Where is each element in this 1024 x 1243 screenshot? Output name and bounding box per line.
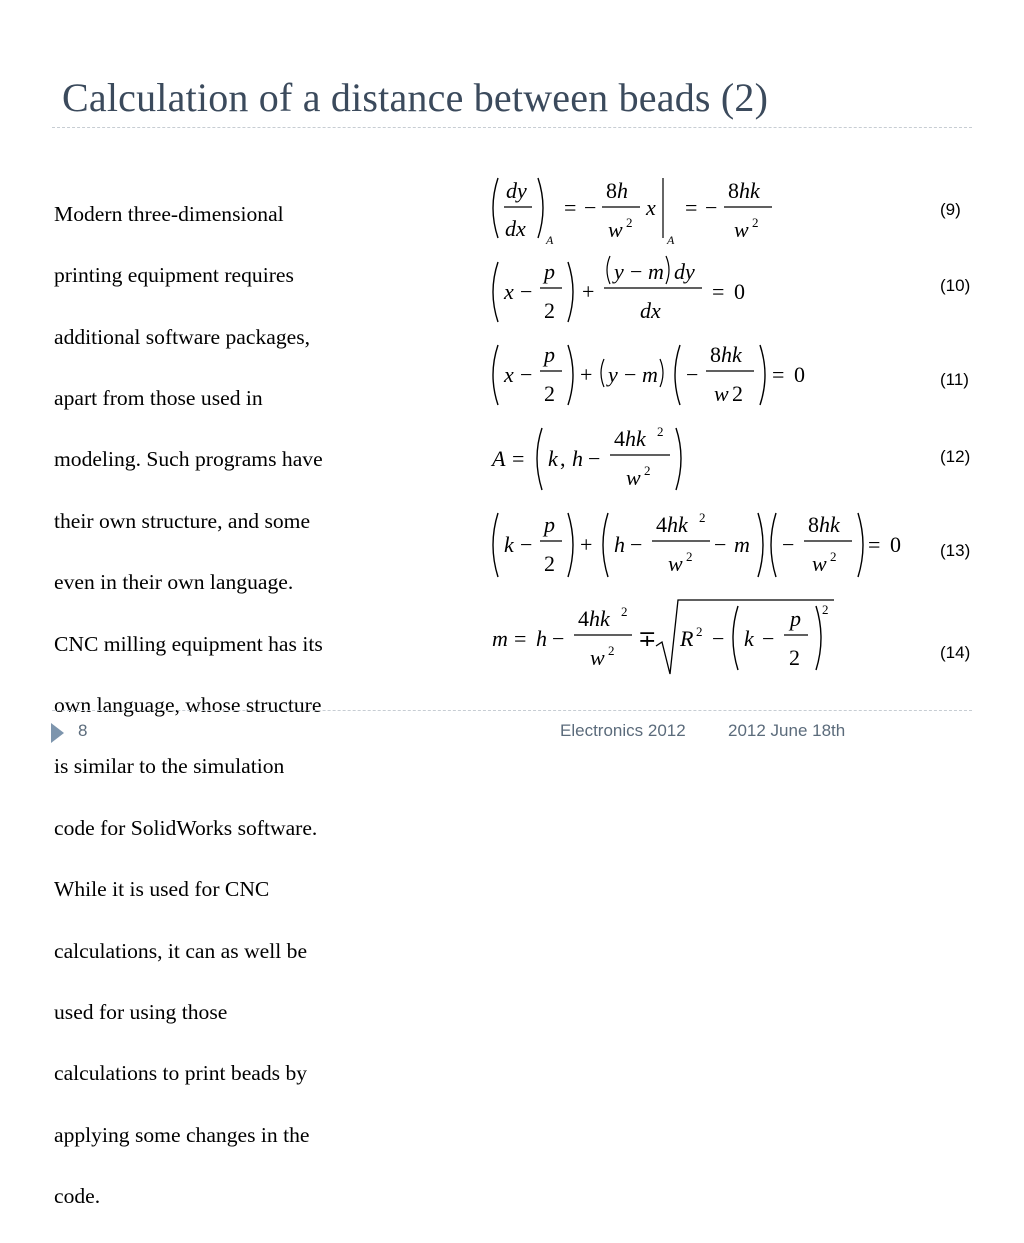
svg-text:2: 2 [699,510,706,525]
svg-text:−: − [584,195,597,220]
svg-text:w: w [734,217,749,242]
svg-text:h: h [614,532,625,557]
svg-text:−: − [520,279,533,304]
svg-text:=: = [512,446,525,471]
svg-text:2: 2 [732,381,743,406]
svg-text:=: = [514,626,527,651]
body-line: is similar to the simulation [54,754,285,779]
svg-text:=: = [685,195,698,220]
body-line: own language, whose structure [54,692,322,717]
svg-text:8hk: 8hk [710,342,742,367]
svg-text:0: 0 [734,279,745,304]
svg-text:y: y [608,362,618,387]
equation-number: (13) [940,541,971,560]
page-number: 8 [78,721,88,740]
equation-number: (11) [940,370,969,389]
svg-text:m: m [642,362,658,387]
body-line: additional software packages, [54,324,311,349]
svg-text:m: m [492,626,508,651]
svg-text:p: p [544,342,555,367]
body-line: code. [54,1184,101,1209]
svg-text:−: − [588,446,601,471]
svg-text:R: R [680,626,694,651]
svg-text:m: m [648,259,664,284]
equation-number: (10) [940,276,971,295]
svg-text:8h: 8h [606,178,628,203]
body-line: While it is used for CNC [54,877,270,902]
body-line: calculations, it can as well be [54,938,308,963]
svg-text:2: 2 [686,549,693,564]
body-line: even in their own language. [54,570,294,595]
svg-text:−: − [552,626,565,651]
svg-text:2: 2 [621,604,628,619]
svg-text:w: w [590,645,605,670]
svg-text:w: w [714,381,729,406]
svg-text:dx: dx [505,216,526,241]
body-paragraph [54,168,454,1243]
body-line: calculations to print beads by [54,1061,308,1086]
svg-text:−: − [762,626,775,651]
svg-text:w: w [608,217,623,242]
svg-text:4hk: 4hk [578,606,610,631]
body-line: apart from those used in [54,385,263,410]
svg-text:=: = [772,362,785,387]
equation-13 [493,510,901,577]
body-line: CNC milling equipment has its [54,631,323,656]
svg-text:A: A [492,446,506,471]
body-line: their own structure, and some [54,508,311,533]
svg-text:x: x [504,279,514,304]
title-divider [52,127,972,128]
svg-text:dy: dy [674,259,695,284]
footer-divider [52,710,972,711]
svg-text:p: p [544,512,555,537]
svg-text:8hk: 8hk [728,178,760,203]
svg-text:−: − [686,362,699,387]
svg-text:k: k [744,626,754,651]
svg-text:−: − [712,626,725,651]
svg-text:y: y [614,259,624,284]
svg-text:−: − [624,362,637,387]
svg-text:dx: dx [640,298,661,323]
svg-text:=: = [564,195,577,220]
svg-text:4hk: 4hk [614,426,646,451]
svg-text:k: k [504,532,514,557]
body-line: used for using those [54,999,228,1024]
svg-text:8hk: 8hk [808,512,840,537]
svg-text:2: 2 [644,463,651,478]
svg-text:p: p [790,606,801,631]
svg-text:+: + [580,532,593,557]
equation-11 [493,342,805,406]
svg-text:h: h [572,446,583,471]
svg-text:A: A [546,233,554,247]
svg-text:0: 0 [794,362,805,387]
body-line: printing equipment requires [54,263,294,288]
equation-14 [492,600,834,674]
svg-text:h: h [536,626,547,651]
footer-date: 2012 June 18th [728,721,846,740]
svg-text:2: 2 [789,645,800,670]
svg-text:−: − [782,532,795,557]
svg-text:p: p [544,259,555,284]
footer-conference: Electronics 2012 [560,721,686,740]
equation-12 [490,424,681,490]
svg-text:=: = [712,279,725,304]
svg-text:w: w [668,551,683,576]
svg-text:0: 0 [890,532,901,557]
svg-text:w: w [626,465,641,490]
equations-block [480,160,920,700]
svg-text:4hk: 4hk [656,512,688,537]
svg-text:−: − [714,532,727,557]
svg-text:x: x [646,195,656,220]
svg-text:2: 2 [822,602,829,617]
svg-text:2: 2 [544,381,555,406]
svg-text:2: 2 [544,298,555,323]
svg-text:∓: ∓ [638,626,657,651]
body-line: code for SolidWorks software. [54,815,318,840]
svg-text:−: − [520,532,533,557]
svg-text:A: A [667,233,675,247]
equation-number: (14) [940,643,971,662]
svg-text:2: 2 [657,424,664,439]
body-line: modeling. Such programs have [54,447,323,472]
svg-text:2: 2 [626,215,633,230]
svg-text:w: w [812,551,827,576]
svg-text:=: = [868,532,881,557]
svg-text:−: − [520,362,533,387]
svg-text:2: 2 [696,624,703,639]
body-line: applying some changes in the [54,1122,310,1147]
svg-text:2: 2 [608,643,615,658]
svg-text:2: 2 [752,215,759,230]
svg-text:k: k [548,446,558,471]
svg-text:−: − [630,532,643,557]
svg-text:+: + [582,279,595,304]
svg-text:+: + [580,362,593,387]
svg-text:dy: dy [506,178,527,203]
equation-number: (9) [940,200,961,219]
svg-text:−: − [705,195,718,220]
triangle-bullet-icon [51,723,64,743]
equation-10 [493,256,745,323]
svg-text:−: − [630,259,643,284]
svg-text:2: 2 [544,551,555,576]
svg-text:m: m [734,532,750,557]
svg-text:2: 2 [830,549,837,564]
body-line: Modern three-dimensional [54,201,284,226]
equation-9 [493,178,772,247]
slide-title: Calculation of a distance between beads (2) [62,75,769,120]
svg-text:,: , [560,446,566,471]
svg-text:x: x [504,362,514,387]
equation-number: (12) [940,447,971,466]
